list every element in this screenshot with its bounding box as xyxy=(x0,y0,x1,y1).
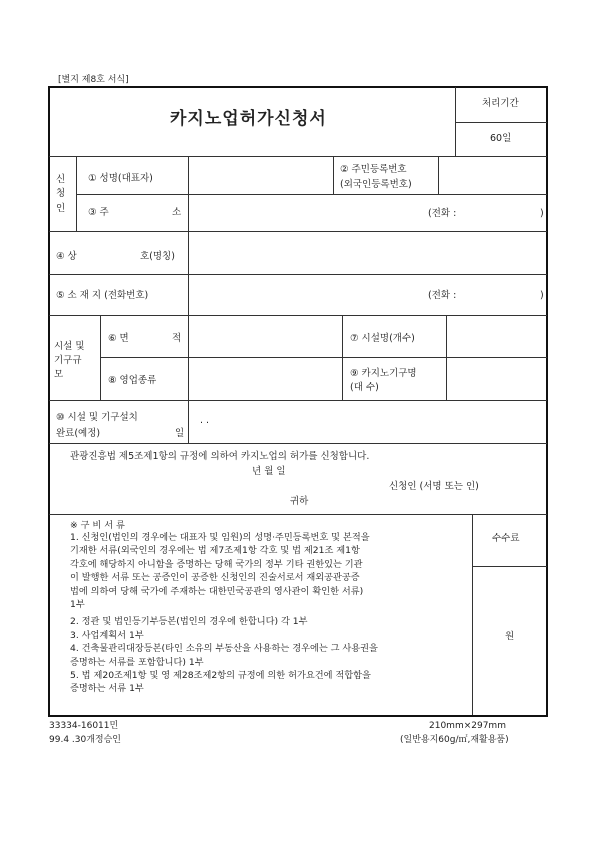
documents-line: 법에 의하여 당해 국가에 주재하는 대한민국공관의 영사관이 확인한 서류) xyxy=(70,585,364,597)
trade-name-label-a: ④ 상 xyxy=(56,251,77,262)
completion-label-3: 일 xyxy=(175,428,185,439)
documents-line: 각호에 해당하지 아니함을 증명하는 당해 국가의 정부 기타 권한있는 기관 xyxy=(70,558,363,570)
name-field[interactable] xyxy=(189,157,333,194)
fee-value[interactable]: 원 xyxy=(505,631,515,642)
fee-label: 수수료 xyxy=(492,533,520,544)
address-label-b: 소 xyxy=(172,207,182,218)
completion-label-2: 완료(예정) xyxy=(56,428,101,439)
documents-line: 3. 사업계획서 1부 xyxy=(70,629,144,641)
documents-list xyxy=(70,531,470,696)
outer-left xyxy=(48,86,50,717)
facility-section-1: 시설 및 xyxy=(54,341,85,352)
address-phone-close: ) xyxy=(540,208,544,219)
business-type-field[interactable] xyxy=(189,358,342,399)
form-number: [별지 제8호 서식] xyxy=(58,75,129,85)
applicant-section-3: 인 xyxy=(56,203,66,214)
declaration-date[interactable]: 년 월 일 xyxy=(252,466,286,477)
casino-label-1: ⑨ 카지노기구명 xyxy=(350,368,417,379)
processing-value: 60일 xyxy=(490,133,512,144)
completion-label-1: ⑩ 시설 및 기구설치 xyxy=(56,412,138,423)
address-phone-open: (전화 : xyxy=(428,208,457,219)
documents-line: 1부 xyxy=(70,599,85,611)
area-field[interactable] xyxy=(189,316,342,356)
resident-label-2: (외국인등록번호) xyxy=(340,179,412,190)
footer-left-1: 33334-16011민 xyxy=(49,721,119,731)
documents-line: 증명하는 서류 1부 xyxy=(70,683,144,695)
applicant-section-2: 청 xyxy=(56,188,66,199)
name-label: ① 성명(대표자) xyxy=(88,173,153,184)
resident-label-left xyxy=(333,156,334,194)
declaration-applicant[interactable]: 신청인 (서명 또는 인) xyxy=(389,481,479,492)
address-field[interactable] xyxy=(189,195,545,230)
facility-name-label: ⑦ 시설명(개수) xyxy=(350,333,415,344)
trade-name-label-b: 호(명칭) xyxy=(140,251,175,262)
business-type-label: ⑧ 영업종류 xyxy=(108,375,157,386)
fee-mid-line xyxy=(473,566,547,567)
row-line-6 xyxy=(49,400,547,401)
documents-line: 2. 정관 및 법인등기부등본(법인의 경우에 한합니다) 각 1부 xyxy=(70,616,308,628)
completion-divider xyxy=(188,400,189,443)
outer-right xyxy=(546,86,548,717)
form-title: 카지노업허가신청서 xyxy=(170,109,327,129)
footer-right-2: (일반용지60g/㎡,재활용품) xyxy=(400,735,509,745)
resident-number-field[interactable] xyxy=(439,157,545,194)
location-phone-open: (전화 : xyxy=(428,290,457,301)
footer-right-1: 210mm×297mm xyxy=(429,721,506,731)
documents-line: 기재한 서류(외국인의 경우에는 법 제7조제1항 각호 및 법 제21조 제1항 xyxy=(70,545,360,557)
resident-label-1: ② 주민등록번호 xyxy=(340,164,407,175)
fee-divider xyxy=(472,514,473,715)
casino-equipment-field[interactable] xyxy=(447,358,545,399)
footer-left-2: 99.4 .30개정승인 xyxy=(49,735,121,745)
processing-label: 처리기간 xyxy=(482,98,519,109)
location-field[interactable] xyxy=(189,275,545,314)
documents-line: 5. 법 제20조제1항 및 영 제28조제2항의 규정에 의한 허가요건에 적합함을 xyxy=(70,670,371,682)
declaration-recipient: 귀하 xyxy=(290,496,309,507)
trade-name-field[interactable] xyxy=(189,232,545,273)
area-label-b: 적 xyxy=(172,333,182,344)
outer-bottom xyxy=(48,715,548,717)
address-label-a: ③ 주 xyxy=(88,207,109,218)
location-phone-close: ) xyxy=(540,290,544,301)
documents-line: 1. 신청인(법인의 경우에는 대표자 및 임원)의 성명·주민등록번호 및 본적을 xyxy=(70,532,370,543)
casino-label-2: (대 수) xyxy=(350,382,379,393)
area-label-a: ⑥ 면 xyxy=(108,333,129,344)
processing-mid-line xyxy=(455,122,547,123)
outer-top xyxy=(48,86,548,88)
facility-section-2: 기구규 xyxy=(54,355,82,366)
completion-date-field[interactable]: . . xyxy=(200,415,210,426)
facility-section-3: 모 xyxy=(54,369,64,380)
documents-line: 4. 건축물관리대장등본(타인 소유의 부동산을 사용하는 경우에는 그 사용권을 xyxy=(70,643,378,655)
applicant-section-1: 신 xyxy=(56,174,66,185)
documents-line: 이 발행한 서류 또는 공증인이 공증한 신청인의 진술서로서 재외공관공증 xyxy=(70,572,360,584)
row-line-7 xyxy=(49,443,547,444)
documents-line: 증명하는 서류를 포함합니다) 1부 xyxy=(70,656,204,668)
facility-name-field[interactable] xyxy=(447,316,545,356)
documents-header: ※ 구 비 서 류 xyxy=(70,520,125,531)
declaration-text: 관광진흥법 제5조제1항의 규정에 의하여 카지노업의 허가를 신청합니다. xyxy=(70,451,370,462)
location-label: ⑤ 소 재 지 (전화번호) xyxy=(56,290,149,301)
